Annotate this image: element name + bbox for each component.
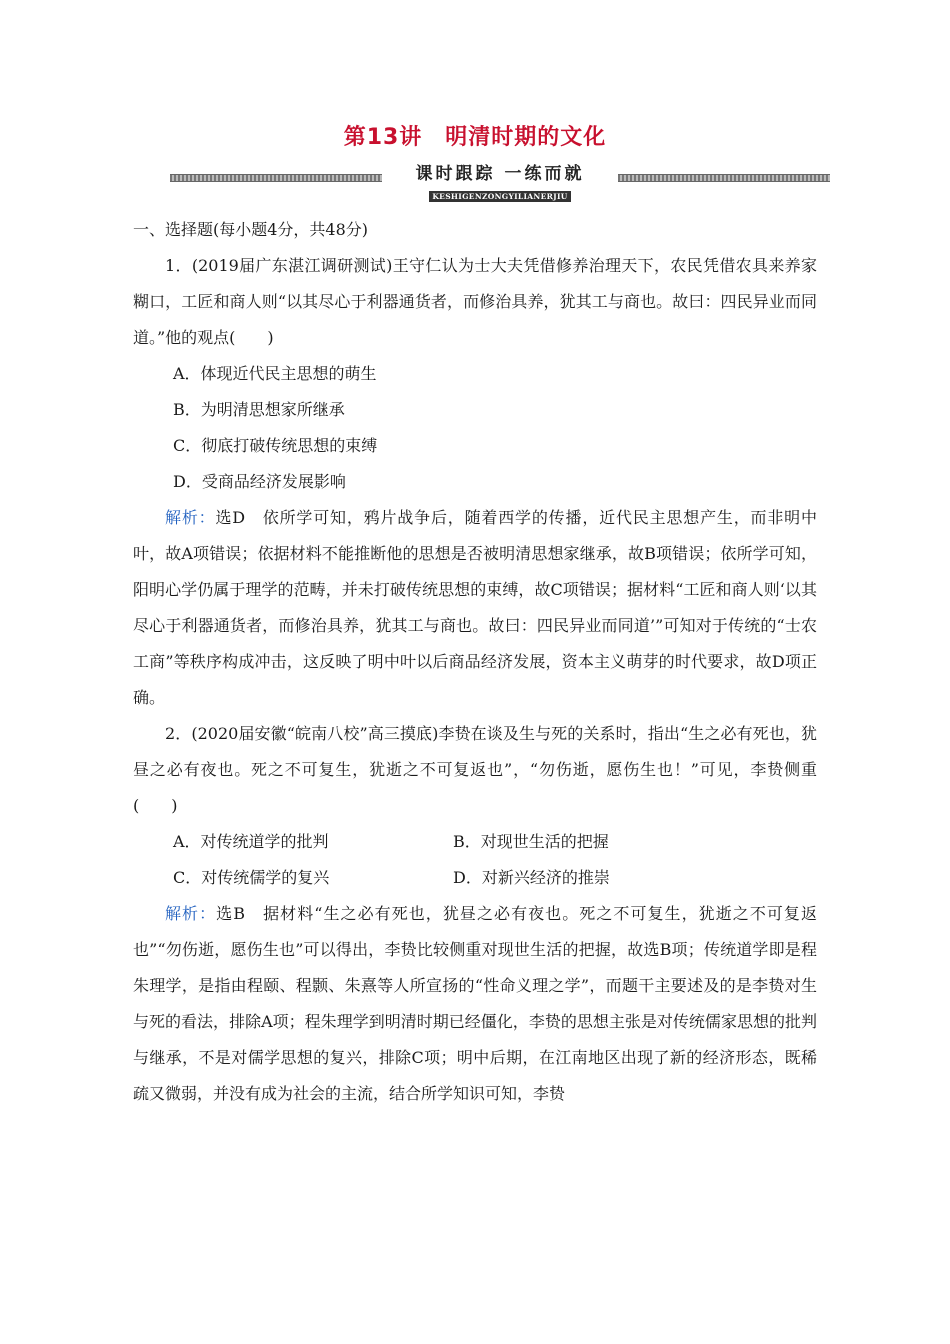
question-2-option-c: C．对传统儒学的复兴 [173, 868, 330, 887]
question-2-option-a: A．对传统道学的批判 [173, 832, 329, 851]
section-banner [170, 164, 830, 200]
banner-rule-left [170, 174, 382, 182]
analysis-text: 选B 据材料“生之必有死也，犹昼之必有夜也。死之不可复生，犹逝之不可复返也”“勿伤逝，愿伤生也”可以得出，李贽比较侧重对现世生活的把握，故选B项；传统道学即是程朱理学，是指由程颐、程颢、朱熹等人所宣扬的“性命义理之学”，而题干主要述及的是李贽对生与死的看法，排除A项；程朱理学到明清时期已经僵化，李贽的思想主张是对传统儒家思想的批判与继承，不是对儒学思想的复兴，排除C项；明中后期，在江南地区出现了新的经济形态，既稀疏又微弱，并没有成为社会的主流，结合所学知识可知，李贽 [133, 904, 817, 1103]
section-heading: 一、选择题(每小题4分，共48分) [133, 220, 369, 239]
analysis-label: 解析： [165, 904, 217, 923]
question-2-analysis [133, 896, 817, 1112]
question-1-option-b: B．为明清思想家所继承 [173, 400, 345, 419]
lesson-title: 第13讲 明清时期的文化 [343, 125, 607, 150]
question-1-option-d: D．受商品经济发展影响 [173, 472, 346, 491]
question-1-option-c: C．彻底打破传统思想的束缚 [173, 436, 378, 455]
analysis-text: 选D 依所学可知，鸦片战争后，随着西学的传播，近代民主思想产生，而非明中叶，故A项错误；依据材料不能推断他的思想是否被明清思想家继承，故B项错误；依所学可知，阳明心学仍属于理学的范畴，并未打破传统思想的束缚，故C项错误；据材料“工匠和商人则‘以其尽心于利器通货者，而修治具养，犹其工与商也。故曰：四民异业而同道’”可知对于传统的“士农工商”等秩序构成冲击，这反映了明中叶以后商品经济发展，资本主义萌芽的时代要求，故D项正确。 [133, 508, 817, 707]
analysis-label: 解析： [165, 508, 216, 527]
document-body [133, 212, 817, 1112]
question-2-options-row-2 [133, 860, 817, 896]
question-1-stem: 1．(2019届广东湛江调研测试)王守仁认为士大夫凭借修养治理天下，农民凭借农具来养家糊口，工匠和商人则“以其尽心于利器通货者，而修治具养，犹其工与商也。故曰：四民异业而同道。”他的观点( ) [133, 256, 817, 347]
question-1-option-a: A．体现近代民主思想的萌生 [173, 364, 377, 383]
question-1-analysis [133, 500, 817, 716]
banner-rule-right [618, 174, 830, 182]
question-2-options-row-1 [133, 824, 817, 860]
question-2-option-b: B．对现世生活的把握 [453, 832, 609, 851]
banner-title: 课时跟踪 一练而就 [415, 164, 585, 184]
question-2-option-d: D．对新兴经济的推崇 [453, 868, 610, 887]
question-2-stem: 2．(2020届安徽“皖南八校”高三摸底)李贽在谈及生与死的关系时，指出“生之必有死也，犹昼之必有夜也。死之不可复生，犹逝之不可复返也”，“勿伤逝，愿伤生也！”可见，李贽侧重( ) [133, 724, 817, 815]
banner-pinyin: KESHIGENZONGYILIANERJIU [429, 191, 570, 202]
banner-center [382, 164, 618, 200]
